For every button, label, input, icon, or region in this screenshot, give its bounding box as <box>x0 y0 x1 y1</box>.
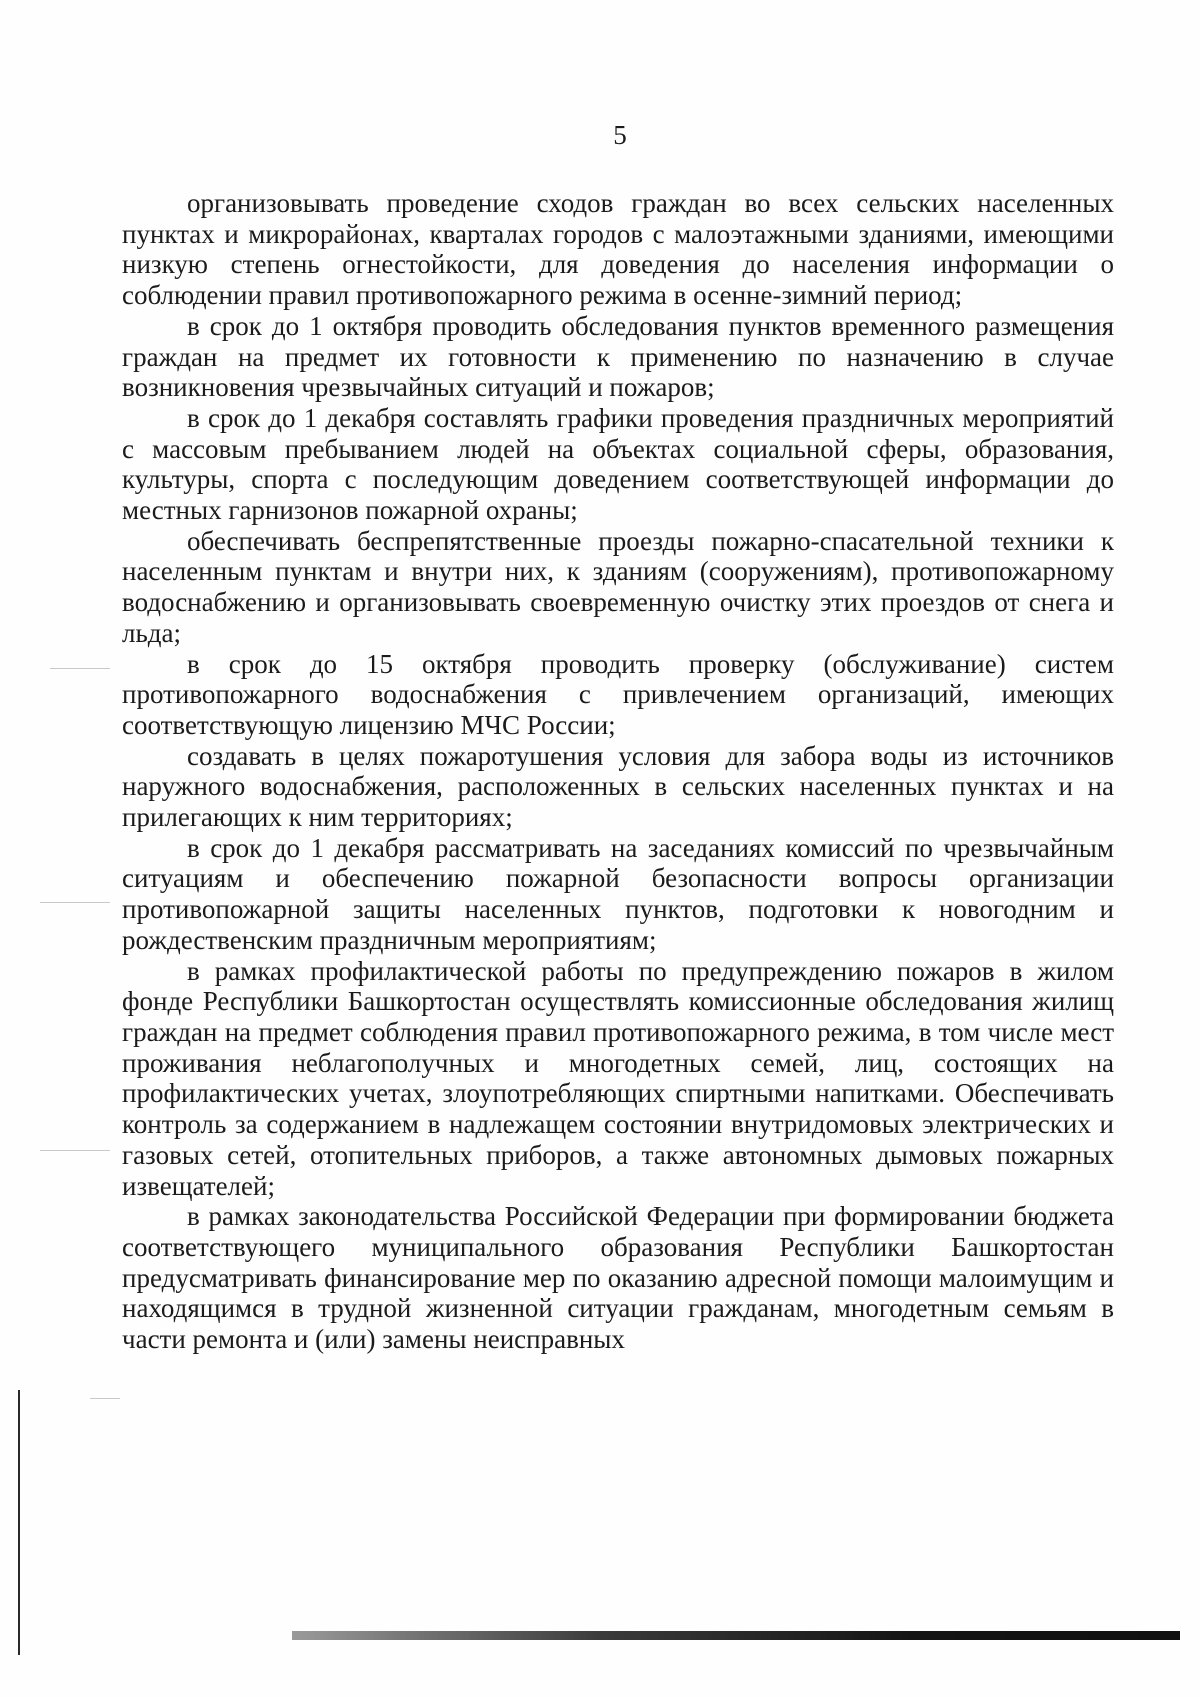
scan-artifact <box>40 902 110 903</box>
scan-artifact <box>40 1150 110 1151</box>
scan-edge-bottom <box>292 1631 1180 1640</box>
paragraph: в рамках законодательства Российской Федерации при формировании бюджета соответствующего муниципального образования Республики Башкортостан предусматривать финансирование мер по оказанию адресной помощи малоимущим и находящимся в трудной жизненной ситуации гражданам, многодетным семьям в части ремонта и (или) замены неисправных <box>122 1201 1114 1355</box>
paragraph: обеспечивать беспрепятственные проезды пожарно-спасательной техники к населенным пунктам и внутри них, к зданиям (сооружениям), противопожарному водоснабжению и организовывать своевременную очистку этих проездов от снега и льда; <box>122 525 1114 648</box>
paragraph: в рамках профилактической работы по предупреждению пожаров в жилом фонде Республики Башкортостан осуществлять комиссионные обследования жилищ граждан на предмет соблюдения правил противопожарного режима, в том числе мест проживания неблагополучных и многодетных семей, лиц, состоящих на профилактических учетах, злоупотребляющих спиртными напитками. Обеспечивать контроль за содержанием в надлежащем состоянии внутридомовых электрических и газовых сетей, отопительных приборов, а также автономных дымовых пожарных извещателей; <box>122 955 1114 1201</box>
scan-artifact <box>50 668 110 669</box>
scan-artifact <box>90 1398 120 1399</box>
paragraph: организовывать проведение сходов граждан во всех сельских населенных пунктах и микрорайонах, кварталах городов с малоэтажными зданиями, имеющими низкую степень огнестойкости, для доведения до населения информации о соблюдении правил противопожарного режима в осенне-зимний период; <box>122 188 1114 311</box>
paragraph: создавать в целях пожаротушения условия для забора воды из источников наружного водоснабжения, расположенных в сельских населенных пунктах и на прилегающих к ним территориях; <box>122 740 1114 833</box>
paragraph: в срок до 1 октября проводить обследования пунктов временного размещения граждан на предмет их готовности к применению по назначению в случае возникновения чрезвычайных ситуаций и пожаров; <box>122 310 1114 403</box>
scan-edge-left <box>18 1390 20 1655</box>
document-body <box>122 188 1114 1355</box>
page-number: 5 <box>613 120 627 150</box>
paragraph: в срок до 1 декабря рассматривать на заседаниях комиссий по чрезвычайным ситуациям и обеспечению пожарной безопасности вопросы организации противопожарной защиты населенных пунктов, подготовки к новогодним и рождественским праздничным мероприятиям; <box>122 832 1114 955</box>
paragraph: в срок до 1 декабря составлять графики проведения праздничных мероприятий с массовым пребыванием людей на объектах социальной сферы, образования, культуры, спорта с последующим доведением соответствующей информации до местных гарнизонов пожарной охраны; <box>122 402 1114 526</box>
paragraph: в срок до 15 октября проводить проверку (обслуживание) систем противопожарного водоснабжения с привлечением организаций, имеющих соответствующую лицензию МЧС России; <box>122 648 1114 740</box>
